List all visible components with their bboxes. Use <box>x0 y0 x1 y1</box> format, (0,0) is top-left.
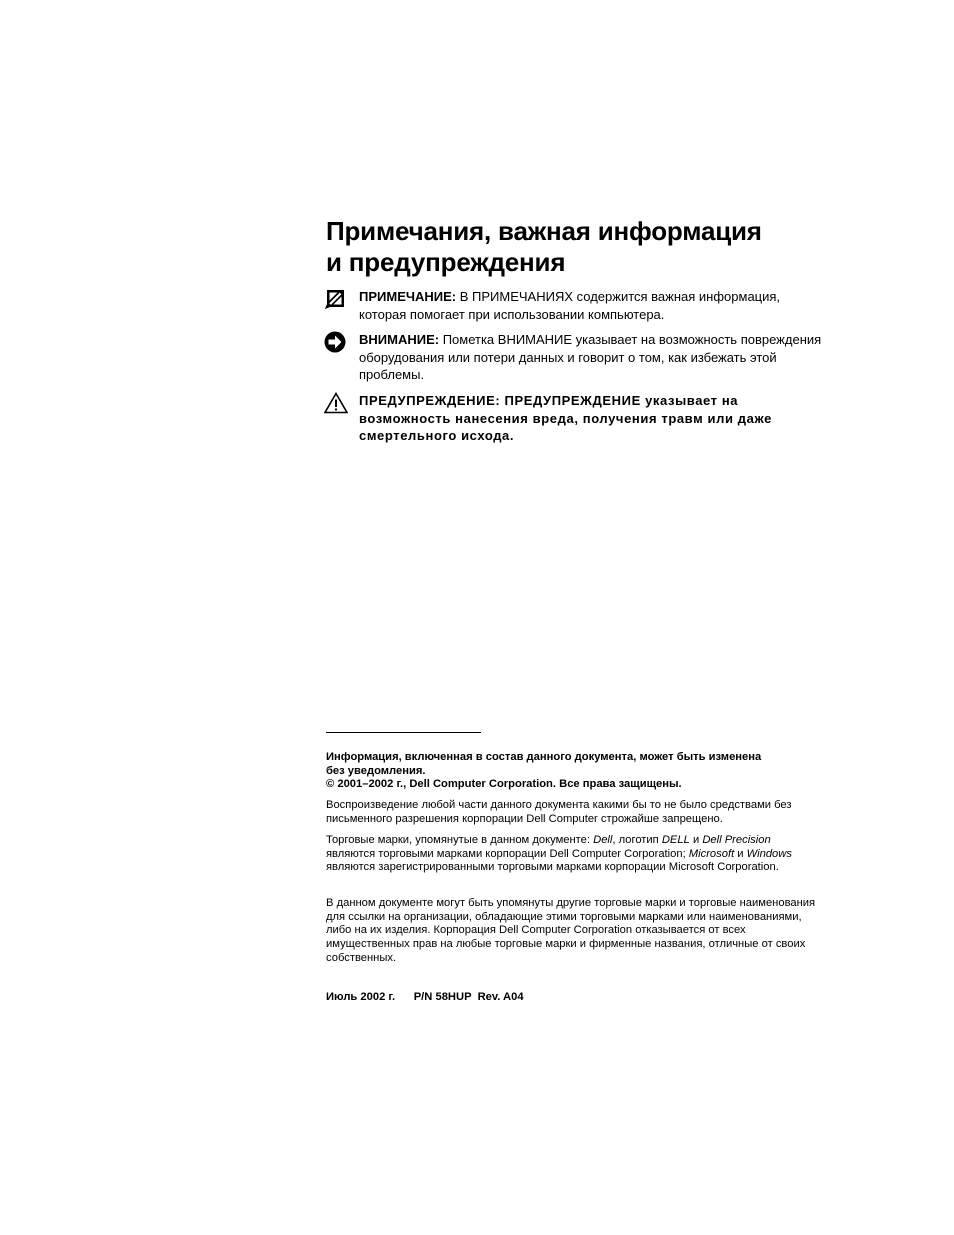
divider <box>326 732 481 733</box>
trademark-dell: Dell <box>593 834 613 846</box>
notice-arrow-icon <box>324 331 348 353</box>
trademarks-part: являются зарегистрированными торговыми марками корпорации Microsoft Corporation. <box>326 861 779 874</box>
caution-text <box>359 392 824 445</box>
trademark-windows: Windows <box>746 847 792 860</box>
copyright: © 2001–2002 г., Dell Computer Corporation. Все права защищены. <box>326 778 682 791</box>
other-marks-notice <box>326 897 816 966</box>
page-title <box>326 216 846 278</box>
trademark-dell-precision: Dell Precision <box>702 834 771 846</box>
caution-label: ПРЕДУПРЕЖДЕНИЕ: <box>359 393 501 408</box>
page-title-line-2: и предупреждения <box>326 247 566 277</box>
trademarks-part: Торговые марки, упомянутые в данном документе: <box>326 834 594 846</box>
caution-body: ПРЕДУПРЕЖДЕНИЕ указывает на возможность нанесения вреда, получения травм или даже смертельного исхода. <box>359 393 772 443</box>
note-text <box>359 288 824 323</box>
notice-block <box>324 331 824 384</box>
note-pencil-icon <box>324 288 348 310</box>
footer-part-number: P/N 58HUP <box>413 991 472 1003</box>
info-notice <box>326 751 816 792</box>
notice-body: Пометка ВНИМАНИЕ указывает на возможность повреждения оборудования или потери данных и говорит о том, как избежать этой проблемы. <box>359 332 822 382</box>
note-body: В ПРИМЕЧАНИЯХ содержится важная информация, которая помогает при использовании компьютера. <box>359 289 781 322</box>
trademarks-part: и <box>689 834 703 846</box>
note-block <box>324 288 824 323</box>
trademarks-part: и <box>734 847 747 860</box>
trademarks-text <box>326 834 816 875</box>
trademarks-part: , логотип <box>612 834 662 846</box>
page-title-line-1: Примечания, важная информация <box>326 216 762 246</box>
footer-date: Июль 2002 г. <box>326 991 396 1003</box>
caution-triangle-icon <box>324 392 348 414</box>
info-line-1: Информация, включенная в состав данного документа, может быть изменена <box>326 751 762 763</box>
reproduction-notice <box>326 799 816 826</box>
trademarks-notice <box>326 834 816 875</box>
note-label: ПРИМЕЧАНИЕ: <box>359 289 457 304</box>
footer-revision: Rev. A04 <box>477 991 524 1003</box>
info-line-2: без уведомления. <box>326 764 426 777</box>
footer-line <box>326 990 524 1004</box>
reproduction-text: Воспроизведение любой части данного документа какими бы то не было средствами без письменного разрешения корпорации Dell Computer строжайше запрещено. <box>326 799 792 825</box>
other-marks-text: В данном документе могут быть упомянуты другие торговые марки и торговые наименования для ссылки на организации, обладающие этими торговыми марками или наименованиями, либо на их изделия. Корпорация Dell Computer Corporation отказывается от всех имущественных прав на любые торговые марки и фирменные названия, отличные от своих собственных. <box>326 897 816 964</box>
trademark-dell-logo: DELL <box>661 834 690 846</box>
trademark-microsoft: Microsoft <box>688 847 735 860</box>
caution-block <box>324 392 824 445</box>
notice-label: ВНИМАНИЕ: <box>359 332 440 347</box>
trademarks-part: являются торговыми марками корпорации Dell Computer Corporation; <box>326 847 689 860</box>
notice-text <box>359 331 824 384</box>
